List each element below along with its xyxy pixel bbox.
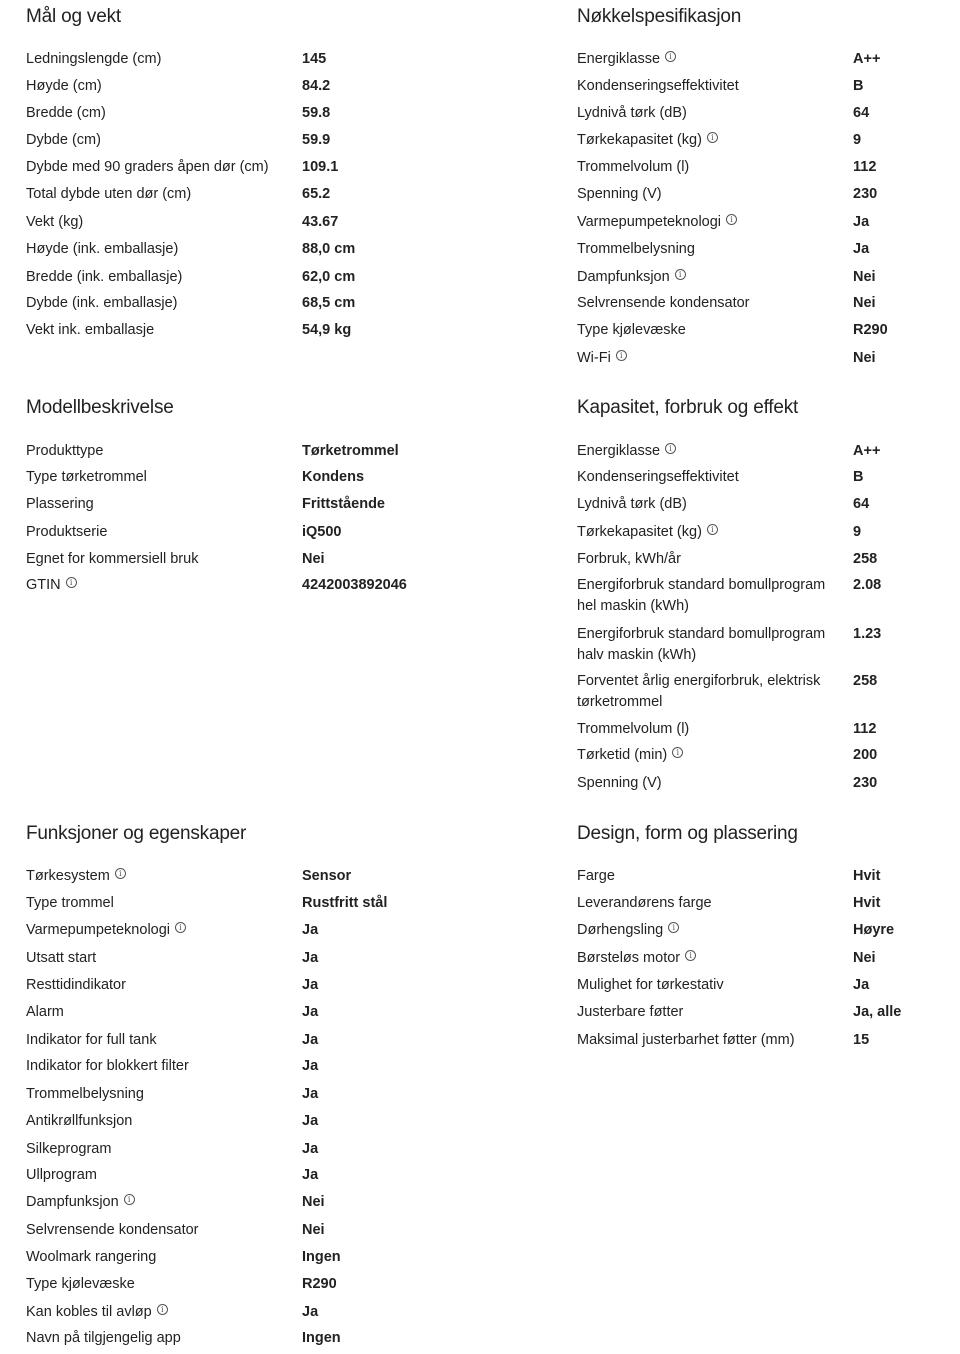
spec-label-text: Navn på tilgjengelig app [26,1330,181,1346]
spec-label-text: Forbruk, kWh/år [577,551,681,567]
spec-label [26,1002,288,1023]
spec-label-text: Børsteløs motor [577,950,681,966]
spec-label [577,719,839,740]
spec-value: R290 [302,1276,337,1292]
spec-label-text: Trommelbelysning [26,1086,144,1102]
info-icon[interactable]: i [685,950,696,961]
spec-label [577,348,839,369]
spec-label-text: Tørkekapasitet (kg) [577,524,702,540]
spec-value: Ja [302,1086,319,1102]
spec-label [577,1030,839,1051]
spec-label-text: Produkttype [26,443,104,459]
spec-label [577,522,839,543]
section-title: Modellbeskrivelse [26,397,174,418]
spec-label [26,441,288,462]
spec-value: Tørketrommel [302,443,399,459]
spec-label [577,130,839,151]
spec-label [26,49,288,70]
spec-value: 59.9 [302,132,331,148]
spec-label [577,948,839,969]
spec-value: Ingen [302,1330,341,1346]
section-title: Nøkkelspesifikasjon [577,6,742,27]
spec-label-text: Varmepumpeteknologi [577,214,722,230]
spec-value: 54,9 kg [302,322,352,338]
spec-value: 112 [853,159,877,175]
spec-value: 68,5 cm [302,295,356,311]
spec-label [577,467,839,488]
spec-label [577,184,839,205]
spec-value: 9 [853,524,862,540]
spec-value: 65.2 [302,186,331,202]
spec-label [26,1111,288,1132]
spec-label-text: Ledningslengde (cm) [26,51,162,67]
spec-label [577,549,839,570]
spec-label [26,467,288,488]
section-title: Design, form og plassering [577,823,798,844]
spec-value: Ja [302,1004,319,1020]
spec-label-text: Ullprogram [26,1167,97,1183]
spec-value: 84.2 [302,78,331,94]
section-title: Mål og vekt [26,6,121,27]
spec-value: 62,0 cm [302,269,356,285]
spec-value: Nei [302,1194,325,1210]
spec-value: Ja [302,922,319,938]
spec-label [26,130,288,151]
spec-value: Ja [302,950,319,966]
spec-label [26,549,288,570]
spec-label [26,293,288,314]
spec-label-text: Energiforbruk standard bomullprogram halv maskin (kWh) [577,626,826,663]
spec-label [26,975,288,996]
spec-label [26,1165,288,1186]
spec-label-text: Energiforbruk standard bomullprogram hel maskin (kWh) [577,577,826,614]
spec-label-text: Resttidindikator [26,977,126,993]
spec-value: Hvit [853,868,881,884]
spec-label-text: Bredde (cm) [26,105,106,121]
spec-label-text: Mulighet for tørkestativ [577,977,724,993]
spec-label-text: Selvrensende kondensator [26,1222,199,1238]
spec-label [26,1139,288,1160]
spec-value: Ja [302,1167,319,1183]
spec-value: 145 [302,51,327,67]
spec-value: 200 [853,747,878,763]
info-icon[interactable]: i [675,269,686,280]
spec-value: 2.08 [853,577,882,593]
spec-value: 258 [853,551,878,567]
spec-label-text: Tørketid (min) [577,747,668,763]
spec-value: Nei [302,551,325,567]
spec-label-text: Indikator for full tank [26,1032,157,1048]
info-icon[interactable]: i [665,51,676,62]
spec-label [26,1084,288,1105]
spec-value: Ja [853,977,870,993]
spec-label [26,1302,288,1323]
spec-label [26,212,288,233]
spec-value: 64 [853,496,870,512]
spec-label [577,267,839,288]
spec-label-text: Type tørketrommel [26,469,147,485]
info-icon[interactable]: i [124,1194,135,1205]
spec-label-text: Bredde (ink. emballasje) [26,269,183,285]
spec-label-text: Trommelbelysning [577,241,695,257]
spec-value: Ja [302,1058,319,1074]
spec-value: Ja [302,1032,319,1048]
spec-label [26,575,288,596]
spec-value: Nei [853,950,876,966]
spec-value: Ja [302,1141,319,1157]
spec-label [577,624,839,665]
spec-label-text: Kondenseringseffektivitet [577,469,739,485]
spec-label [577,320,839,341]
spec-label-text: Tørkesystem [26,868,110,884]
spec-label [26,1220,288,1241]
spec-label [26,1328,288,1349]
spec-label-text: Lydnivå tørk (dB) [577,496,687,512]
spec-label [577,893,839,914]
spec-label [577,671,839,712]
spec-label-text: Kan kobles til avløp [26,1304,152,1320]
spec-label-text: Energiklasse [577,51,661,67]
spec-label [577,49,839,70]
spec-label [577,441,839,462]
spec-value: 59.8 [302,105,331,121]
spec-label-text: Farge [577,868,615,884]
spec-value: 64 [853,105,870,121]
spec-label-text: Høyde (ink. emballasje) [26,241,179,257]
spec-label-text: Spenning (V) [577,775,662,791]
spec-value: 9 [853,132,862,148]
spec-label [577,745,839,766]
spec-label-text: Silkeprogram [26,1141,112,1157]
spec-value: Ingen [302,1249,341,1265]
info-icon[interactable]: i [707,132,718,143]
spec-value: Ja [302,1113,319,1129]
spec-label-text: Plassering [26,496,94,512]
spec-value: A++ [853,443,881,459]
spec-label-text: Varmepumpeteknologi [26,922,171,938]
spec-label-text: Produktserie [26,524,108,540]
spec-value: Nei [853,269,876,285]
spec-label-text: Egnet for kommersiell bruk [26,551,199,567]
spec-label-text: Dybde (ink. emballasje) [26,295,178,311]
spec-label [577,103,839,124]
spec-label-text: Dybde (cm) [26,132,101,148]
spec-label [577,975,839,996]
spec-label-text: Alarm [26,1004,64,1020]
spec-label [26,320,288,341]
spec-label [26,893,288,914]
spec-value: Høyre [853,922,895,938]
spec-label-text: Høyde (cm) [26,78,102,94]
spec-value: Rustfritt stål [302,895,388,911]
spec-label [26,267,288,288]
spec-label [26,522,288,543]
spec-value: Kondens [302,469,365,485]
spec-value: 112 [853,721,877,737]
info-icon[interactable]: i [668,922,679,933]
section-title: Funksjoner og egenskaper [26,823,247,844]
spec-label [26,239,288,260]
spec-label-text: Lydnivå tørk (dB) [577,105,687,121]
spec-value: Nei [302,1222,325,1238]
info-icon[interactable]: i [665,443,676,454]
spec-value: B [853,469,864,485]
spec-label-text: Total dybde uten dør (cm) [26,186,192,202]
spec-label-text: Energiklasse [577,443,661,459]
spec-value: 230 [853,775,878,791]
spec-label-text: Trommelvolum (l) [577,721,690,737]
spec-value: Ja [853,241,870,257]
section-title: Kapasitet, forbruk og effekt [577,397,799,418]
spec-value: Ja, alle [853,1004,902,1020]
spec-label-text: Type trommel [26,895,114,911]
spec-label-text: Utsatt start [26,950,97,966]
spec-label-text: Dørhengsling [577,922,664,938]
spec-value: Hvit [853,895,881,911]
spec-value: 15 [853,1032,870,1048]
spec-value: 43.67 [302,214,339,230]
spec-label-text: Type kjølevæske [577,322,686,338]
spec-label-text: Indikator for blokkert filter [26,1058,189,1074]
spec-label [577,157,839,178]
spec-label [26,1192,288,1213]
spec-label-text: Spenning (V) [577,186,662,202]
info-icon[interactable]: i [157,1304,168,1315]
spec-value: A++ [853,51,881,67]
spec-value: Ja [302,977,319,993]
spec-value: 109.1 [302,159,339,175]
spec-label [577,773,839,794]
spec-label-text: Woolmark rangering [26,1249,157,1265]
spec-value: iQ500 [302,524,342,540]
spec-label-text: Dampfunksjon [26,1194,119,1210]
spec-value: 230 [853,186,878,202]
spec-value: Nei [853,295,876,311]
info-icon[interactable]: i [616,350,627,361]
spec-label-text: Selvrensende kondensator [577,295,750,311]
info-icon[interactable]: i [175,922,186,933]
spec-label-text: GTIN [26,577,61,593]
spec-label [577,494,839,515]
spec-value: 4242003892046 [302,577,407,593]
spec-label-text: Kondenseringseffektivitet [577,78,739,94]
spec-label [26,157,288,178]
spec-label-text: Antikrøllfunksjon [26,1113,133,1129]
spec-label-text: Maksimal justerbarhet føtter (mm) [577,1032,795,1048]
spec-label [26,920,288,941]
spec-label-text: Justerbare føtter [577,1004,684,1020]
spec-label-text: Tørkekapasitet (kg) [577,132,702,148]
spec-value: 88,0 cm [302,241,356,257]
spec-label [26,866,288,887]
spec-label [577,212,839,233]
spec-label [26,494,288,515]
spec-label-text: Type kjølevæske [26,1276,135,1292]
spec-label [577,239,839,260]
spec-label-text: Trommelvolum (l) [577,159,690,175]
spec-label [26,76,288,97]
info-icon[interactable]: i [115,868,126,879]
spec-value: R290 [853,322,888,338]
spec-value: 258 [853,673,878,689]
spec-label [26,948,288,969]
spec-label-text: Vekt (kg) [26,214,84,230]
spec-value: Ja [302,1304,319,1320]
spec-label [26,1056,288,1077]
spec-label-text: Dampfunksjon [577,269,670,285]
info-icon[interactable]: i [66,577,77,588]
spec-label [26,103,288,124]
info-icon[interactable]: i [707,524,718,535]
info-icon[interactable]: i [726,214,737,225]
spec-label-text: Wi-Fi [577,350,611,366]
spec-label [577,575,839,616]
spec-label [577,76,839,97]
spec-label-text: Dybde med 90 graders åpen dør (cm) [26,159,269,175]
spec-label [577,293,839,314]
spec-label [577,920,839,941]
spec-label [577,866,839,887]
spec-value: Ja [853,214,870,230]
spec-label [26,1274,288,1295]
spec-value: Sensor [302,868,352,884]
spec-label [26,1247,288,1268]
spec-value: 1.23 [853,626,882,642]
spec-label [26,1030,288,1051]
spec-label [26,184,288,205]
spec-value: B [853,78,864,94]
spec-label-text: Vekt ink. emballasje [26,322,155,338]
spec-label-text: Forventet årlig energiforbruk, elektrisk tørketrommel [577,673,821,710]
spec-label [577,1002,839,1023]
spec-value: Frittstående [302,496,385,512]
spec-label-text: Leverandørens farge [577,895,712,911]
spec-value: Nei [853,350,876,366]
info-icon[interactable]: i [672,747,683,758]
